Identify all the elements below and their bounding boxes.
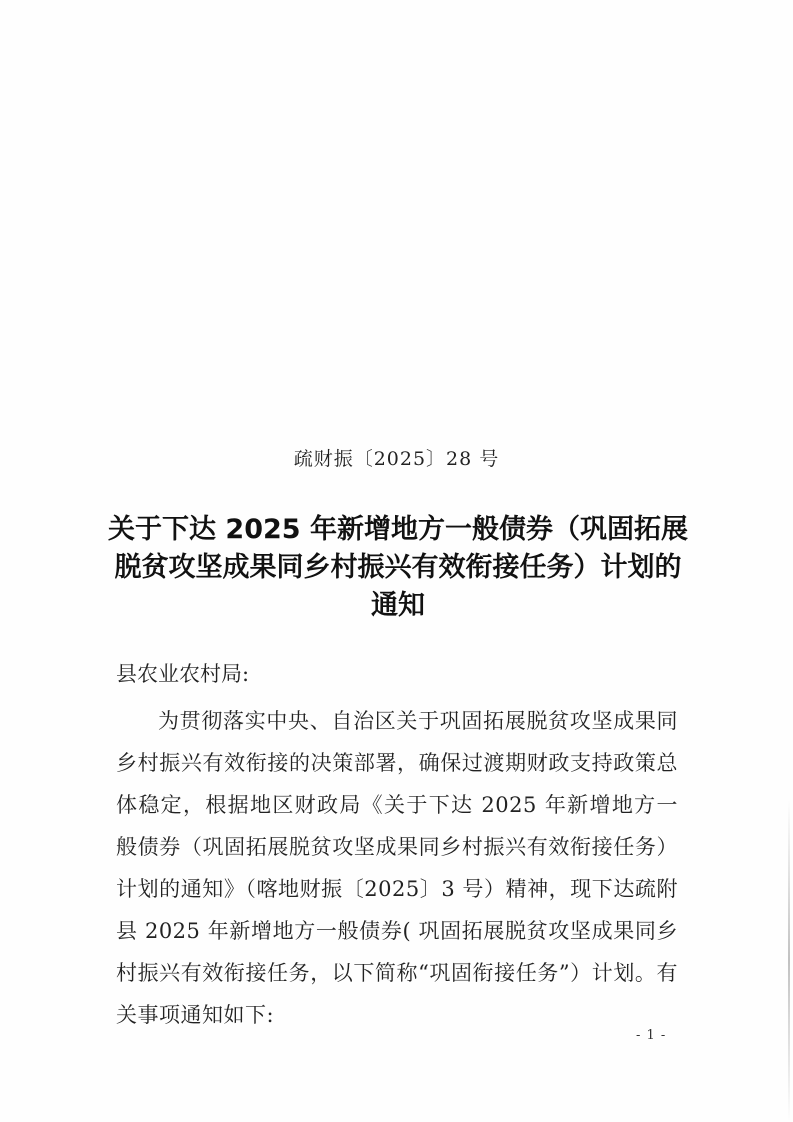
- page-number: - 1 -: [636, 1028, 667, 1043]
- body-paragraph: 为贯彻落实中央、自治区关于巩固拓展脱贫攻坚成果同乡村振兴有效衔接的决策部署，确保过渡期财政支持政策总体稳定，根据地区财政局《关于下达 2025 年新增地方一般债券（巩固拓展脱贫攻坚成果同乡村振兴有效衔接任务）计划的通知》（喀地财振〔2025〕3 号）精神，现下达疏附县 2025 年新增地方一般债券( 巩固拓展脱贫攻坚成果同乡村振兴有效衔接任务，以下简称“巩固衔接任务”）计划。有关事项通知如下:: [116, 709, 678, 1027]
- document-number: 疏财振〔2025〕28 号: [293, 448, 500, 470]
- addressee: 县农业农村局:: [116, 662, 250, 686]
- document-title: 关于下达 2025 年新增地方一般债券（巩固拓展脱贫攻坚成果同乡村振兴有效衔接任务）计划的通知: [108, 514, 688, 621]
- scan-edge-shadow: [788, 800, 790, 1122]
